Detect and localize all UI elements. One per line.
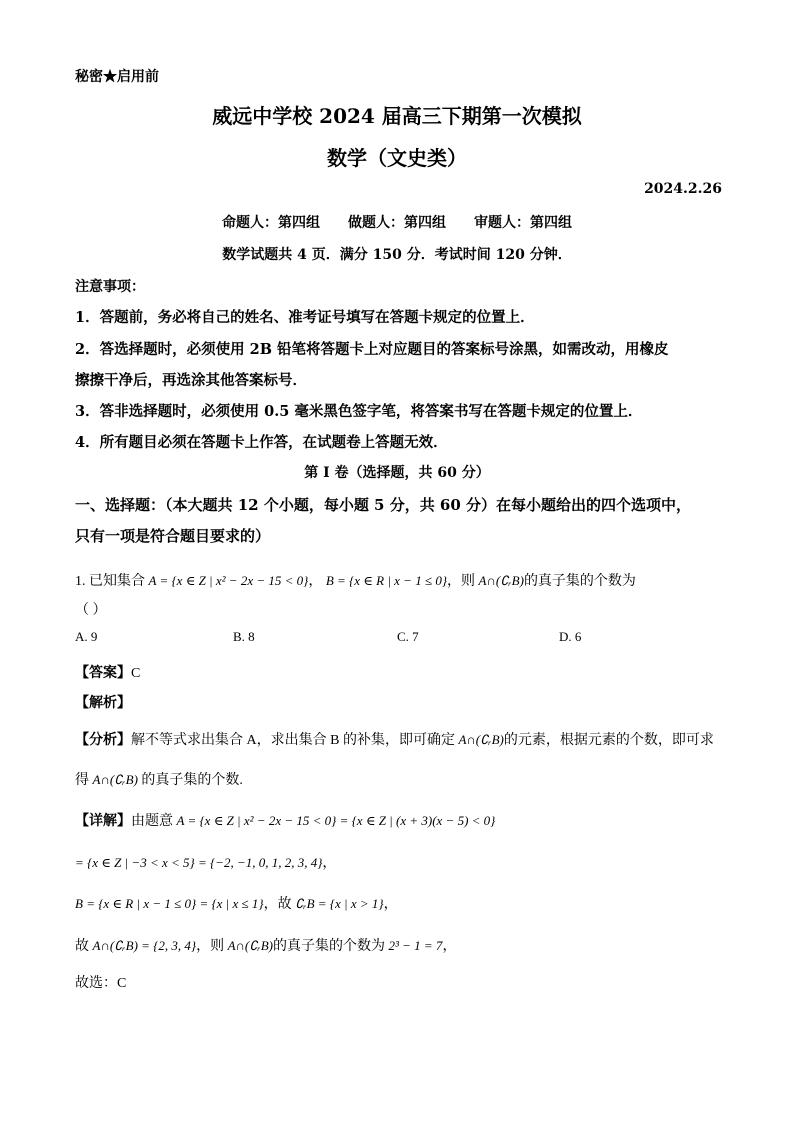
exam-info: 数学试题共 4 页．满分 150 分．考试时间 120 分钟． — [222, 247, 572, 263]
xiangjie-text-1: 由题意 — [131, 814, 173, 829]
xiangjie-math-4b: 2³ − 1 = 7 — [388, 938, 443, 953]
final-label: 故选： — [75, 976, 117, 991]
xiangjie-text-4a: 故 — [75, 939, 89, 954]
secret-label: 秘密★启用前 — [75, 69, 159, 85]
choice-d: D. 6 — [559, 629, 582, 644]
xiangjie-math-1: A = {x ∈ Z | x² − 2x − 15 < 0} = {x ∈ Z | (x + 3)(x − 5) < 0} — [176, 813, 496, 828]
section-title: 第 I 卷（选择题，共 60 分） — [304, 465, 490, 481]
xiangjie-line-4 — [75, 935, 456, 955]
question-1-prefix: 1. 已知集合 — [75, 574, 145, 589]
author-solver: 做题人：第四组 — [348, 215, 446, 231]
fenxi-expr-2: A∩(∁ᵣB) — [92, 772, 138, 787]
xiangjie-math-3: B = {x ∈ R | x − 1 ≤ 0} = {x | x ≤ 1} — [75, 896, 264, 911]
authors-line — [0, 212, 794, 232]
choice-b: B. 8 — [233, 629, 255, 644]
notice-item-2-cont: 擦擦干净后，再选涂其他答案标号． — [75, 372, 307, 389]
answer-label: 【答案】 — [75, 666, 131, 681]
question-1-set-b: B = {x ∈ R | x − 1 ≤ 0} — [325, 573, 448, 588]
xiangjie-line-3-end: ， — [383, 897, 398, 912]
answer-value: C — [131, 666, 141, 681]
section-heading-line1: 一、选择题：（本大题共 12 个小题，每小题 5 分，共 60 分）在每小题给出的四个选项中， — [75, 496, 692, 514]
final-value: C — [117, 976, 127, 991]
xiangjie-expr-4: A∩(∁ᵣB) — [227, 938, 273, 953]
answer-line — [75, 662, 140, 682]
xiangjie-math-3b: ∁ᵣB = {x | x > 1} — [295, 896, 384, 911]
xiangjie-line-2-end: ， — [322, 856, 337, 871]
question-1-expr: A∩(∁ᵣB) — [478, 573, 524, 588]
xiangjie-text-4c: 的真子集的个数为 — [272, 939, 385, 954]
fenxi-text-2b: 的真子集的个数. — [141, 773, 243, 788]
fenxi-text-1b: 的元素，根据元素的个数，即可求 — [503, 733, 714, 748]
xiangjie-label: 【详解】 — [75, 814, 131, 829]
analysis-label: 【解析】 — [75, 696, 131, 711]
exam-title: 威远中学校 2024 届高三下期第一次模拟 — [212, 104, 582, 128]
notice-item-1: 1．答题前，务必将自己的姓名、准考证号填写在答题卡规定的位置上． — [75, 309, 535, 326]
choice-c: C. 7 — [397, 629, 419, 644]
question-1 — [75, 570, 636, 590]
author-proposer: 命题人：第四组 — [222, 215, 320, 231]
exam-subtitle: 数学（文史类） — [327, 146, 467, 170]
author-reviewer: 审题人：第四组 — [474, 215, 572, 231]
fenxi-expr-1: A∩(∁ᵣB) — [458, 732, 504, 747]
xiangjie-math-4: A∩(∁ᵣB) = {2, 3, 4} — [92, 938, 197, 953]
choice-a: A. 9 — [75, 629, 98, 644]
question-1-paren: （ ） — [75, 603, 107, 618]
notice-title: 注意事项： — [75, 279, 145, 295]
xiangjie-line-2 — [75, 852, 336, 872]
notice-item-2: 2．答选择题时，必须使用 2B 铅笔将答题卡上对应题目的答案标号涂黑，如需改动，用橡皮 — [75, 341, 669, 358]
xiangjie-line-4-end: ， — [442, 939, 457, 954]
notice-item-3: 3．答非选择题时，必须使用 0.5 毫米黑色签字笔，将答案书写在答题卡规定的位置上． — [75, 403, 643, 420]
section-heading-line2: 只有一项是符合题目要求的） — [75, 527, 271, 545]
question-1-set-a: A = {x ∈ Z | x² − 2x − 15 < 0} — [148, 573, 309, 588]
xiangjie-math-2: = {x ∈ Z | −3 < x < 5} = {−2, −1, 0, 1, 2, 3, 4} — [75, 855, 323, 870]
question-1-then: ，则 — [447, 574, 476, 589]
fenxi-label: 【分析】 — [75, 733, 131, 748]
question-1-suffix: 的真子集的个数为 — [523, 574, 636, 589]
xiangjie-line-1 — [75, 810, 495, 830]
final-answer-line — [75, 972, 126, 992]
question-1-comma: ， — [308, 574, 323, 589]
fenxi-line-2 — [75, 769, 243, 789]
xiangjie-line-3 — [75, 893, 398, 913]
fenxi-line-1 — [75, 729, 714, 749]
fenxi-text-2a: 得 — [75, 773, 89, 788]
fenxi-text-1a: 解不等式求出集合 A，求出集合 B 的补集，即可确定 — [131, 733, 455, 748]
xiangjie-text-4b: ，则 — [196, 939, 225, 954]
notice-item-4: 4．所有题目必须在答题卡上作答，在试题卷上答题无效． — [75, 434, 448, 451]
exam-date: 2024.2.26 — [644, 181, 722, 197]
xiangjie-line-3-mid: ，故 — [263, 897, 292, 912]
